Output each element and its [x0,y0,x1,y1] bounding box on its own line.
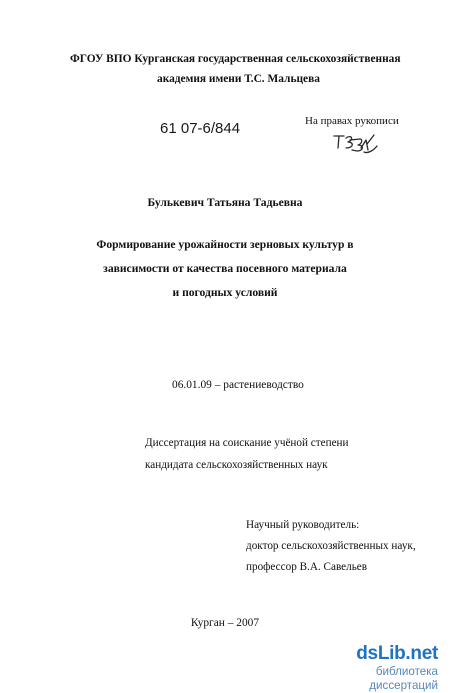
place-and-year: Курган – 2007 [190,617,260,629]
watermark-logo: dsLib.net [356,643,438,664]
title-line-3: и погодных условий [172,286,278,299]
degree-line-1: Диссертация на соискание учёной степени [145,437,349,449]
rights-note: На правах рукописи [305,115,399,127]
author-name: Булькевич Татьяна Тадьевна [147,196,303,209]
watermark-subtitle: библиотека диссертаций [369,665,438,692]
degree-line-2: кандидата сельскохозяйственных наук [145,459,328,471]
signature-icon [330,130,380,156]
supervisor-degree: доктор сельскохозяйственных наук, [246,540,416,552]
institution-line-2: академия имени Т.С. Мальцева [157,73,320,85]
title-line-1: Формирование урожайности зерновых культур в [96,238,354,251]
supervisor-name: профессор В.А. Савельев [246,561,368,573]
specialty-code: 06.01.09 – растениеводство [172,379,304,391]
registry-code: 61 07-6/844 [160,120,241,137]
title-line-2: зависимости от качества посевного материала [103,262,347,275]
institution-line-1: ФГОУ ВПО Курганская государственная сельскохозяйственная [70,53,401,65]
supervisor-heading: Научный руководитель: [246,519,360,531]
